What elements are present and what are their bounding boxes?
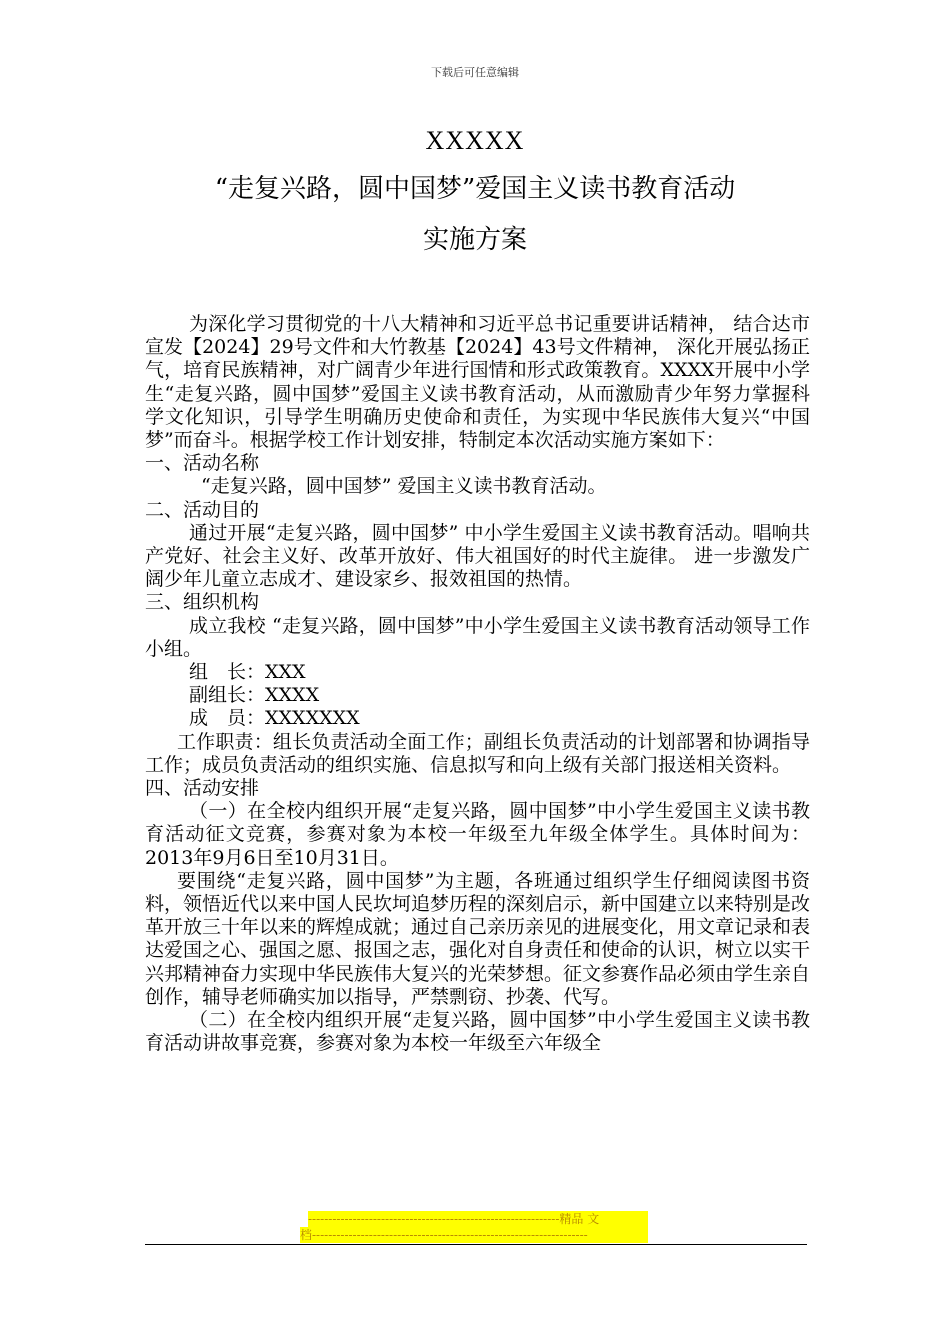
- footer-watermark: [300, 1211, 648, 1243]
- arrangement-item-1-detail: 要围绕“走复兴路，圆中国梦”为主题，各班通过组织学生仔细阅读图书资料，领悟近代以来中国人民坎坷追梦历程的深刻启示，新中国建立以来特别是改革开放三十年以来的辉煌成就；通过自己亲历亲见的进展变化，用文章记录和表达爱国之心、强国之愿、报国之志，强化对自身责任和使命的认识，树立以实干兴邦精神奋力实现中华民族伟大复兴的光荣梦想。征文参赛作品必须由学生亲自创作，辅导老师确实加以指导，严禁剽窃、抄袭、代写。: [145, 869, 811, 1008]
- title-plan: 实施方案: [422, 225, 527, 255]
- section-heading-arrangement: 四、活动安排: [145, 777, 260, 800]
- page-header-note: 下载后可任意编辑: [431, 66, 519, 79]
- footer-watermark-line-2: 档--------------------------------------------------------------------: [300, 1227, 648, 1243]
- arrangement-item-1: （一）在全校内组织开展“走复兴路，圆中国梦”中小学生爱国主义读书教育活动征文竞赛，参赛对象为本校一年级至九年级全体学生。具体时间为：2013年9月6日至10月31日。: [145, 800, 810, 869]
- roster-leader: 组 长：XXX: [189, 661, 306, 684]
- section-heading-organization: 三、组织机构: [145, 591, 260, 614]
- duties-paragraph: 工作职责：组长负责活动全面工作；副组长负责活动的计划部署和协调指导工作；成员负责活动的组织实施、信息拟写和向上级有关部门报送相关资料。: [145, 730, 810, 776]
- document-body: [145, 313, 810, 1056]
- title-school: XXXXX: [425, 126, 525, 155]
- intro-paragraph: 为深化学习贯彻党的十八大精神和习近平总书记重要讲话精神， 结合达市宣发【2024】29号文件和大竹教基【2024】43号文件精神， 深化开展弘扬正气，培育民族精神，对广阔青少年进行国情和形式政策教育。XXXX开展中小学生“走复兴路，圆中国梦”爱国主义读书教育活动，从而激励青少年努力掌握科学文化知识，引导学生明确历史使命和责任，为实现中华民族伟大复兴“中国梦”而奋斗。根据学校工作计划安排，特制定本次活动实施方案如下：: [145, 313, 810, 452]
- section-name-text: “走复兴路，圆中国梦” 爱国主义读书教育活动。: [201, 475, 607, 498]
- arrangement-item-2: （二）在全校内组织开展“走复兴路，圆中国梦”中小学生爱国主义读书教育活动讲故事竞赛，参赛对象为本校一年级至六年级全: [145, 1009, 810, 1055]
- section-purpose-text: 通过开展“走复兴路，圆中国梦” 中小学生爱国主义读书教育活动。唱响共产党好、社会主义好、改革开放好、伟大祖国好的时代主旋律。 进一步激发广阔少年儿童立志成才、建设家乡、报效祖国的热情。: [145, 521, 810, 591]
- footer-divider: [145, 1244, 807, 1245]
- section-organization-text: 成立我校 “走复兴路，圆中国梦”中小学生爱国主义读书教育活动领导工作小组。: [145, 614, 810, 660]
- roster-members: 成 员：XXXXXXX: [189, 707, 360, 730]
- roster-deputy: 副组长：XXXX: [189, 684, 320, 707]
- footer-watermark-line-1: --------------------------------------------------------------精品 文: [308, 1211, 648, 1227]
- section-heading-purpose: 二、活动目的: [145, 498, 260, 521]
- title-activity: “走复兴路，圆中国梦”爱国主义读书教育活动: [214, 174, 736, 204]
- section-heading-name: 一、活动名称: [145, 452, 260, 475]
